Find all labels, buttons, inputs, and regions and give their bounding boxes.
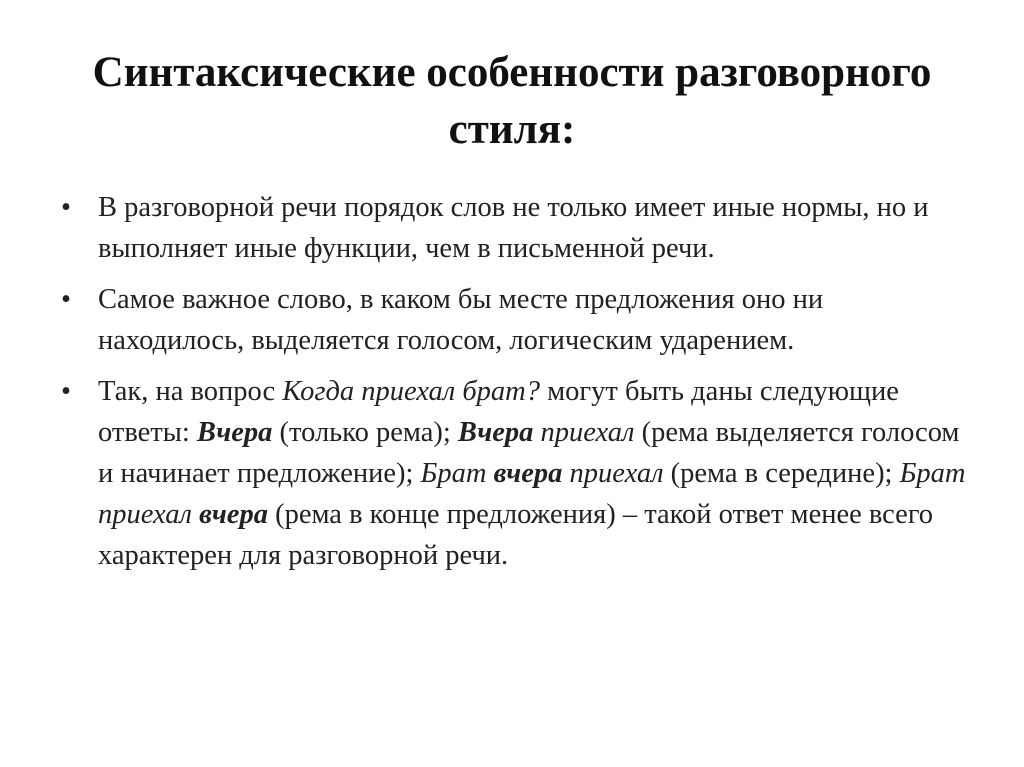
rheme-word: вчера bbox=[493, 458, 563, 489]
bullet-text: В разговорной речи порядок слов не только имеет иные нормы, но и выполняет иные функции, чем в письменной речи. bbox=[98, 192, 929, 264]
bullet-item-logical-stress bbox=[56, 279, 971, 361]
bullet-marker: • bbox=[61, 376, 71, 407]
slide-title: Синтаксические особенности разговорного стиля: bbox=[92, 49, 932, 153]
bullet-marker: • bbox=[61, 284, 71, 315]
example-space bbox=[562, 458, 569, 489]
bullet-text: Самое важное слово, в каком бы месте предложения оно ни находилось, выделяется голосом, логическим ударением. bbox=[98, 284, 824, 356]
example-intro: Так, на вопрос bbox=[98, 376, 283, 407]
example-text: (рема выделяется голосом и начинает предложение); bbox=[98, 417, 960, 489]
bullet-marker: • bbox=[61, 192, 71, 223]
bullet-item-example bbox=[56, 371, 971, 576]
example-text: (рема в середине); bbox=[663, 458, 900, 489]
example-text: (только рема); bbox=[272, 417, 458, 448]
example-answer-part: Брат приехал bbox=[98, 458, 966, 530]
example-text: (рема в конце предложения) – такой ответ менее всего характерен для разговорной речи. bbox=[98, 499, 934, 571]
example-answer-part: приехал bbox=[569, 458, 664, 489]
example-answer-part: приехал bbox=[540, 417, 635, 448]
example-text: могут быть даны следующие ответы: bbox=[98, 376, 899, 448]
example-question: Когда приехал брат? bbox=[282, 376, 541, 407]
example-space bbox=[486, 458, 493, 489]
example-answer-part: Брат bbox=[420, 458, 487, 489]
rheme-word: вчера bbox=[199, 499, 268, 530]
bullet-list bbox=[56, 187, 971, 586]
rheme-word: Вчера bbox=[457, 417, 534, 448]
rheme-word: Вчера bbox=[196, 417, 273, 448]
bullet-item-word-order bbox=[56, 187, 971, 269]
